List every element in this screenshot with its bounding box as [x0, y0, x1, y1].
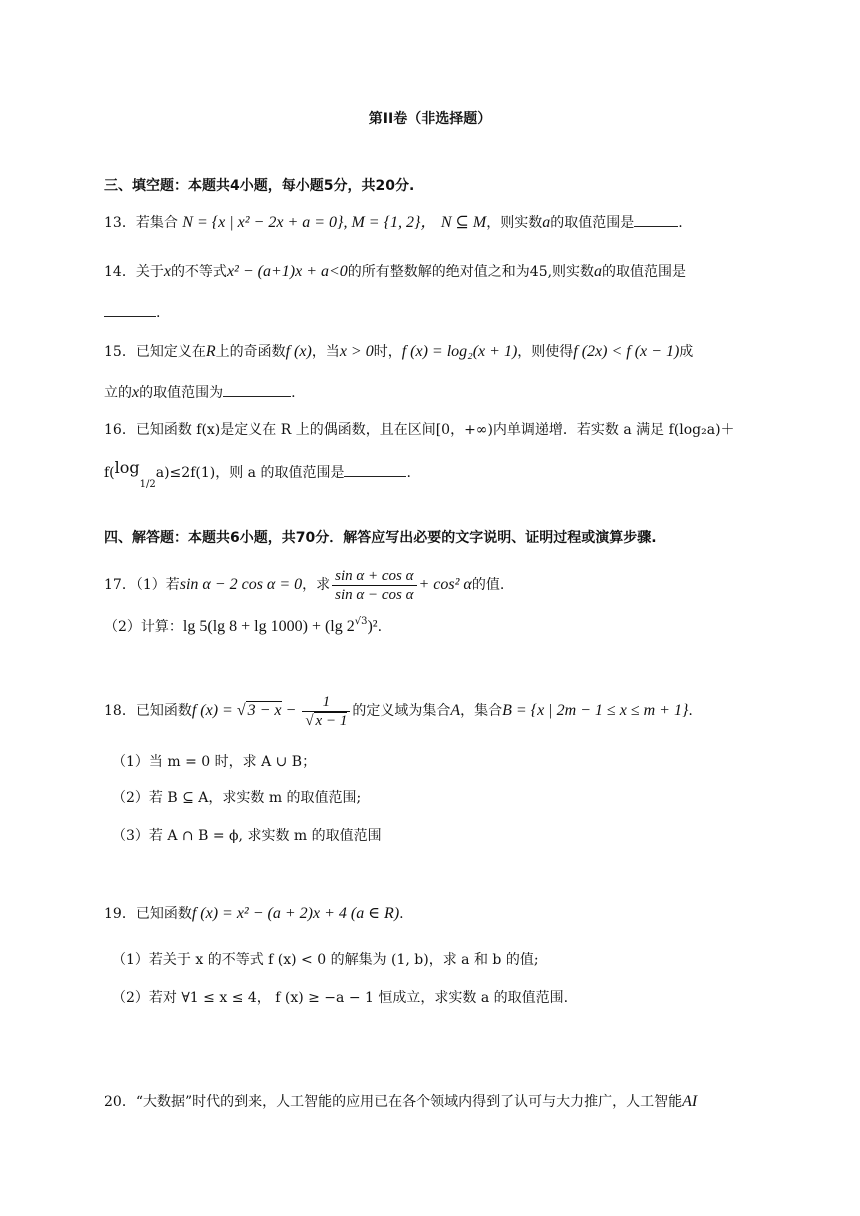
q15-text1: 上的奇函数 — [215, 344, 286, 360]
q17-p2-math: lg 5(lg 8 + lg 1000) + (lg 2 — [182, 618, 355, 635]
question-18-part-3: （3）若 A ∩ B = ϕ, 求实数 m 的取值范围 — [112, 828, 382, 844]
q17-label: 17．（1）若 — [104, 577, 180, 593]
q18-tail: . — [688, 703, 693, 719]
question-18 — [104, 690, 693, 732]
question-16-cont — [104, 458, 411, 495]
answer-blank — [634, 212, 678, 227]
q17-numerator: sin α + cos α — [332, 567, 416, 586]
q15-label: 15．已知定义在 — [104, 344, 206, 360]
q15-cond: x > 0 — [339, 343, 374, 360]
question-16: 16．已知函数 f(x)是定义在 R 上的偶函数，且在区间[0，+∞)内单调递增．若实数 a 满足 f(log₂a)＋ — [104, 422, 735, 438]
q14-label: 14．关于 — [104, 264, 164, 280]
q15-text4: ，则使得 — [517, 344, 574, 360]
q18-sqrt: √ 3 − x — [236, 702, 282, 719]
question-20 — [104, 1092, 697, 1112]
q17-cond: sin α − 2 cos α = 0 — [179, 576, 303, 593]
question-19-part-1: （1）若关于 x 的不等式 f (x) < 0 的解集为 (1, b)，求 a 和 b 的值; — [112, 952, 539, 968]
q15-cont1: 立的 — [104, 385, 132, 401]
q13-var: a — [542, 214, 551, 231]
answer-blank — [344, 462, 406, 477]
q17-text1: ，求 — [302, 577, 331, 593]
q17-p2-close: )² — [367, 618, 378, 635]
q17-fraction — [332, 567, 416, 604]
q17-text2: 的值. — [471, 577, 505, 593]
q16-log: log — [114, 458, 140, 477]
q18-minus: − — [281, 702, 301, 719]
question-14 — [104, 262, 686, 282]
q19-def: f (x) = x² − (a + 2)x + 4 (a ∈ R) — [191, 905, 400, 922]
question-15 — [104, 342, 693, 362]
question-18-part-1: （1）当 m = 0 时，求 A ∪ B； — [112, 754, 317, 770]
question-19-part-2: （2）若对 ∀1 ≤ x ≤ 4， f (x) ≥ −a − 1 恒成立，求实数 a 的取值范围. — [112, 990, 569, 1006]
q18-text1: 的定义域为集合 — [352, 703, 451, 719]
q14-var: x — [163, 263, 171, 280]
q17-p2-sup: √3 — [354, 616, 368, 627]
question-17-part-1 — [104, 564, 504, 606]
q15-R: R — [205, 343, 216, 360]
q14-tail: . — [156, 305, 161, 321]
q18-fraction — [302, 693, 350, 730]
q18-text2: ，集合 — [460, 703, 503, 719]
q15-ineq: f (2x) < f (x − 1) — [573, 343, 680, 360]
q14-text1: 的不等式 — [170, 264, 227, 280]
q18-sqrt-arg: 3 − x — [247, 702, 282, 719]
q18-A: A — [450, 702, 461, 719]
q18-f: f (x) = — [191, 702, 237, 719]
q17-p2-tail: . — [377, 619, 383, 635]
q18-label: 18．已知函数 — [104, 703, 192, 719]
q18-fraction-den-arg: x − 1 — [315, 712, 348, 729]
q15-cont-var: x — [132, 384, 140, 401]
q15-text2: ，当 — [311, 344, 340, 360]
q15-def: f (x) = log₂(x + 1) — [401, 343, 518, 360]
q13-text2: ，则实数 — [486, 215, 543, 231]
q16-base: 1/2 — [139, 479, 156, 490]
q16-tail: . — [406, 465, 411, 481]
q15-cont2: 的取值范围为 — [139, 385, 224, 401]
q16-pre: f( — [104, 465, 115, 481]
q20-text: 20．“大数据”时代的到来，人工智能的应用已在各个领域内得到了认可与大力推广，人工智能 — [104, 1094, 683, 1110]
q15-f: f (x) — [285, 343, 312, 360]
q17-plus: + cos² α — [418, 576, 472, 593]
q14-var2: a — [594, 263, 603, 280]
q15-tail: . — [291, 385, 296, 401]
q17-denominator: sin α − cos α — [335, 586, 414, 603]
q13-label: 13．若集合 — [104, 215, 178, 231]
q14-text2: 的所有整数解的绝对值之和为45,则实数 — [347, 264, 595, 280]
q16-post: a)≤2f(1)，则 a 的取值范围是 — [155, 465, 345, 481]
question-19 — [104, 904, 404, 924]
q15-text3: 时， — [373, 344, 402, 360]
q14-math: x² − (a+1)x + a<0 — [226, 263, 348, 280]
question-17-part-2 — [104, 612, 382, 637]
q13-math-sets: N = {x | x² − 2x + a = 0}, M = {1, 2}， — [182, 214, 437, 231]
section-3-heading: 三、填空题：本题共4小题，每小题5分，共20分. — [104, 178, 415, 194]
q13-text3: 的取值范围是 — [550, 215, 635, 231]
q18-fraction-num: 1 — [302, 693, 350, 712]
q19-tail: . — [399, 906, 404, 922]
answer-blank — [223, 382, 291, 397]
question-14-blank-line — [104, 302, 160, 323]
q13-math-subset: N ⊆ M — [440, 214, 487, 231]
q14-text3: 的取值范围是 — [602, 264, 687, 280]
q19-label: 19．已知函数 — [104, 906, 192, 922]
part-title: 第II卷（非选择题） — [368, 111, 492, 127]
q17-p2-label: （2）计算： — [104, 619, 183, 635]
question-18-part-2: （2）若 B ⊆ A，求实数 m 的取值范围; — [112, 790, 362, 806]
q18-fraction-den: √ x − 1 — [305, 712, 348, 729]
q15-text5: 成 — [679, 344, 694, 360]
section-4-heading: 四、解答题：本题共6小题，共70分．解答应写出必要的文字说明、证明过程或演算步骤. — [104, 530, 657, 546]
q18-B: B = {x | 2m − 1 ≤ x ≤ m + 1} — [502, 702, 689, 719]
answer-blank — [104, 302, 156, 317]
q13-tail: . — [678, 215, 683, 231]
question-15-cont — [104, 382, 296, 403]
question-13 — [104, 212, 683, 233]
q20-tail: AI — [682, 1093, 698, 1110]
